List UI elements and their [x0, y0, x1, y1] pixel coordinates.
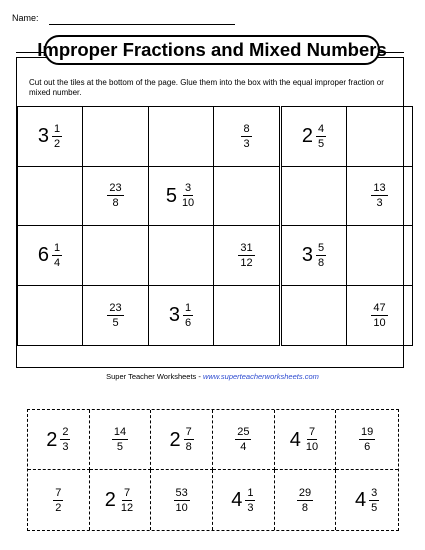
denominator: 3	[62, 441, 69, 453]
cut-out-tile[interactable]	[336, 470, 398, 530]
fraction	[52, 123, 62, 150]
fraction	[180, 182, 196, 209]
whole-number: 2	[46, 428, 58, 451]
grid-cell	[83, 167, 148, 227]
grid-cell	[214, 226, 279, 286]
grid-cell	[149, 167, 214, 227]
denominator: 4	[240, 441, 247, 453]
denominator: 6	[185, 316, 192, 329]
mixed-number	[355, 487, 379, 514]
numerator: 29	[298, 486, 312, 499]
improper-fraction	[238, 242, 254, 269]
numerator: 7	[185, 426, 192, 438]
denominator: 2	[54, 137, 61, 150]
grid-1	[17, 106, 149, 346]
cut-out-tile[interactable]	[151, 470, 213, 530]
numerator: 7	[308, 426, 316, 438]
whole-number: 4	[289, 428, 301, 451]
whole-number: 4	[231, 489, 243, 511]
denominator: 5	[112, 316, 119, 329]
footer-url[interactable]: www.superteacherworksheets.com	[202, 372, 319, 381]
fraction	[52, 242, 62, 269]
improper-fraction	[107, 302, 123, 329]
empty-glue-box[interactable]	[149, 226, 214, 286]
improper-fraction	[371, 182, 387, 209]
grid-cell	[83, 286, 148, 346]
grid-cell	[18, 226, 83, 286]
numerator: 1	[185, 301, 192, 314]
mixed-number	[38, 123, 62, 150]
name-label: Name:	[12, 13, 39, 23]
whole-number: 2	[301, 125, 313, 148]
improper-fraction	[107, 182, 123, 209]
fraction	[304, 426, 320, 453]
whole-number: 5	[165, 184, 177, 207]
mixed-number	[231, 487, 255, 514]
numerator: 2	[62, 426, 69, 438]
denominator: 6	[364, 441, 371, 453]
whole-number: 3	[168, 304, 180, 327]
empty-glue-box[interactable]	[347, 107, 412, 167]
grid-cell	[214, 107, 279, 167]
denominator: 8	[318, 256, 325, 269]
denominator: 5	[116, 441, 124, 453]
cut-out-tile[interactable]	[90, 410, 152, 470]
numerator: 31	[240, 241, 253, 254]
empty-glue-box[interactable]	[149, 107, 214, 167]
numerator: 1	[54, 241, 61, 254]
cut-out-tile[interactable]	[275, 410, 337, 470]
grid-cell	[282, 226, 347, 286]
empty-glue-box[interactable]	[18, 167, 83, 227]
fraction	[369, 487, 379, 514]
grid-cell	[149, 286, 214, 346]
mixed-number	[169, 302, 193, 329]
denominator: 5	[318, 137, 325, 150]
numerator: 3	[371, 486, 378, 499]
whole-number: 2	[104, 489, 116, 511]
cut-out-tile[interactable]	[213, 410, 275, 470]
improper-fraction	[241, 123, 251, 150]
mixed-number	[290, 426, 320, 453]
numerator: 5	[318, 241, 325, 254]
numerator: 23	[109, 182, 122, 195]
whole-number: 6	[37, 244, 49, 267]
denominator: 3	[376, 197, 383, 210]
whole-number: 3	[301, 244, 313, 267]
denominator: 5	[371, 501, 378, 514]
denominator: 2	[55, 501, 62, 514]
grid-cell	[18, 107, 83, 167]
cut-out-tile[interactable]	[336, 410, 398, 470]
fraction	[60, 426, 70, 453]
numerator: 1	[54, 122, 61, 135]
improper-fraction	[174, 487, 190, 514]
page-title: Improper Fractions and Mixed Numbers	[44, 35, 380, 65]
improper-fraction	[53, 487, 63, 514]
empty-glue-box[interactable]	[282, 167, 347, 227]
name-line[interactable]	[49, 24, 235, 25]
empty-glue-box[interactable]	[83, 107, 148, 167]
grid-cell	[347, 286, 412, 346]
cut-out-tile[interactable]	[90, 470, 152, 530]
improper-fraction	[297, 487, 313, 514]
fraction	[184, 426, 194, 453]
mixed-number	[302, 242, 326, 269]
mixed-number	[166, 182, 196, 209]
numerator: 7	[55, 486, 62, 499]
grid-cell	[282, 107, 347, 167]
numerator: 19	[361, 426, 374, 438]
cut-out-tile[interactable]	[151, 410, 213, 470]
cut-out-tile[interactable]	[28, 470, 90, 530]
cut-out-tile[interactable]	[275, 470, 337, 530]
denominator: 4	[54, 256, 61, 269]
mixed-number	[38, 242, 62, 269]
empty-glue-box[interactable]	[282, 286, 347, 346]
numerator: 3	[185, 182, 192, 195]
numerator: 53	[175, 486, 188, 499]
cut-out-tile[interactable]	[28, 410, 90, 470]
empty-glue-box[interactable]	[347, 226, 412, 286]
numerator: 1	[247, 486, 254, 499]
denominator: 10	[181, 197, 195, 210]
fraction	[183, 302, 193, 329]
fraction	[245, 487, 255, 514]
grid-2	[148, 106, 280, 346]
numerator: 8	[243, 122, 250, 135]
mixed-number	[105, 487, 135, 514]
denominator: 8	[185, 441, 192, 453]
denominator: 10	[305, 441, 319, 453]
improper-fraction	[112, 426, 128, 453]
denominator: 8	[112, 197, 119, 210]
denominator: 3	[247, 501, 254, 514]
footer-text: Super Teacher Worksheets -	[106, 372, 203, 381]
empty-glue-box[interactable]	[83, 226, 148, 286]
denominator: 8	[301, 501, 309, 514]
mixed-number	[170, 426, 194, 453]
whole-number: 3	[37, 125, 49, 148]
numerator: 7	[123, 486, 131, 499]
denominator: 12	[240, 256, 253, 269]
numerator: 47	[373, 301, 386, 314]
cut-out-tiles	[27, 409, 399, 531]
grid-3	[281, 106, 413, 346]
fraction	[119, 487, 135, 514]
instructions: Cut out the tiles at the bottom of the page. Glue them into the box with the equal improper fraction or mixed number.	[29, 78, 384, 97]
improper-fraction	[235, 426, 251, 453]
numerator: 23	[109, 301, 122, 314]
whole-number: 2	[169, 428, 181, 451]
denominator: 10	[373, 316, 386, 329]
numerator: 14	[113, 426, 127, 438]
fraction	[316, 242, 326, 269]
empty-glue-box[interactable]	[214, 286, 279, 346]
numerator: 13	[373, 182, 386, 195]
numerator: 4	[318, 122, 325, 135]
denominator: 10	[175, 501, 188, 514]
improper-fraction	[371, 302, 387, 329]
fraction	[316, 123, 326, 150]
improper-fraction	[359, 426, 375, 453]
empty-glue-box[interactable]	[214, 167, 279, 227]
grid-cell	[347, 167, 412, 227]
mixed-number	[302, 123, 326, 150]
cut-out-tile[interactable]	[213, 470, 275, 530]
denominator: 3	[243, 137, 250, 150]
denominator: 12	[120, 501, 134, 514]
whole-number: 4	[355, 489, 367, 511]
numerator: 25	[237, 426, 250, 438]
empty-glue-box[interactable]	[18, 286, 83, 346]
footer	[0, 372, 425, 381]
mixed-number	[46, 426, 70, 453]
